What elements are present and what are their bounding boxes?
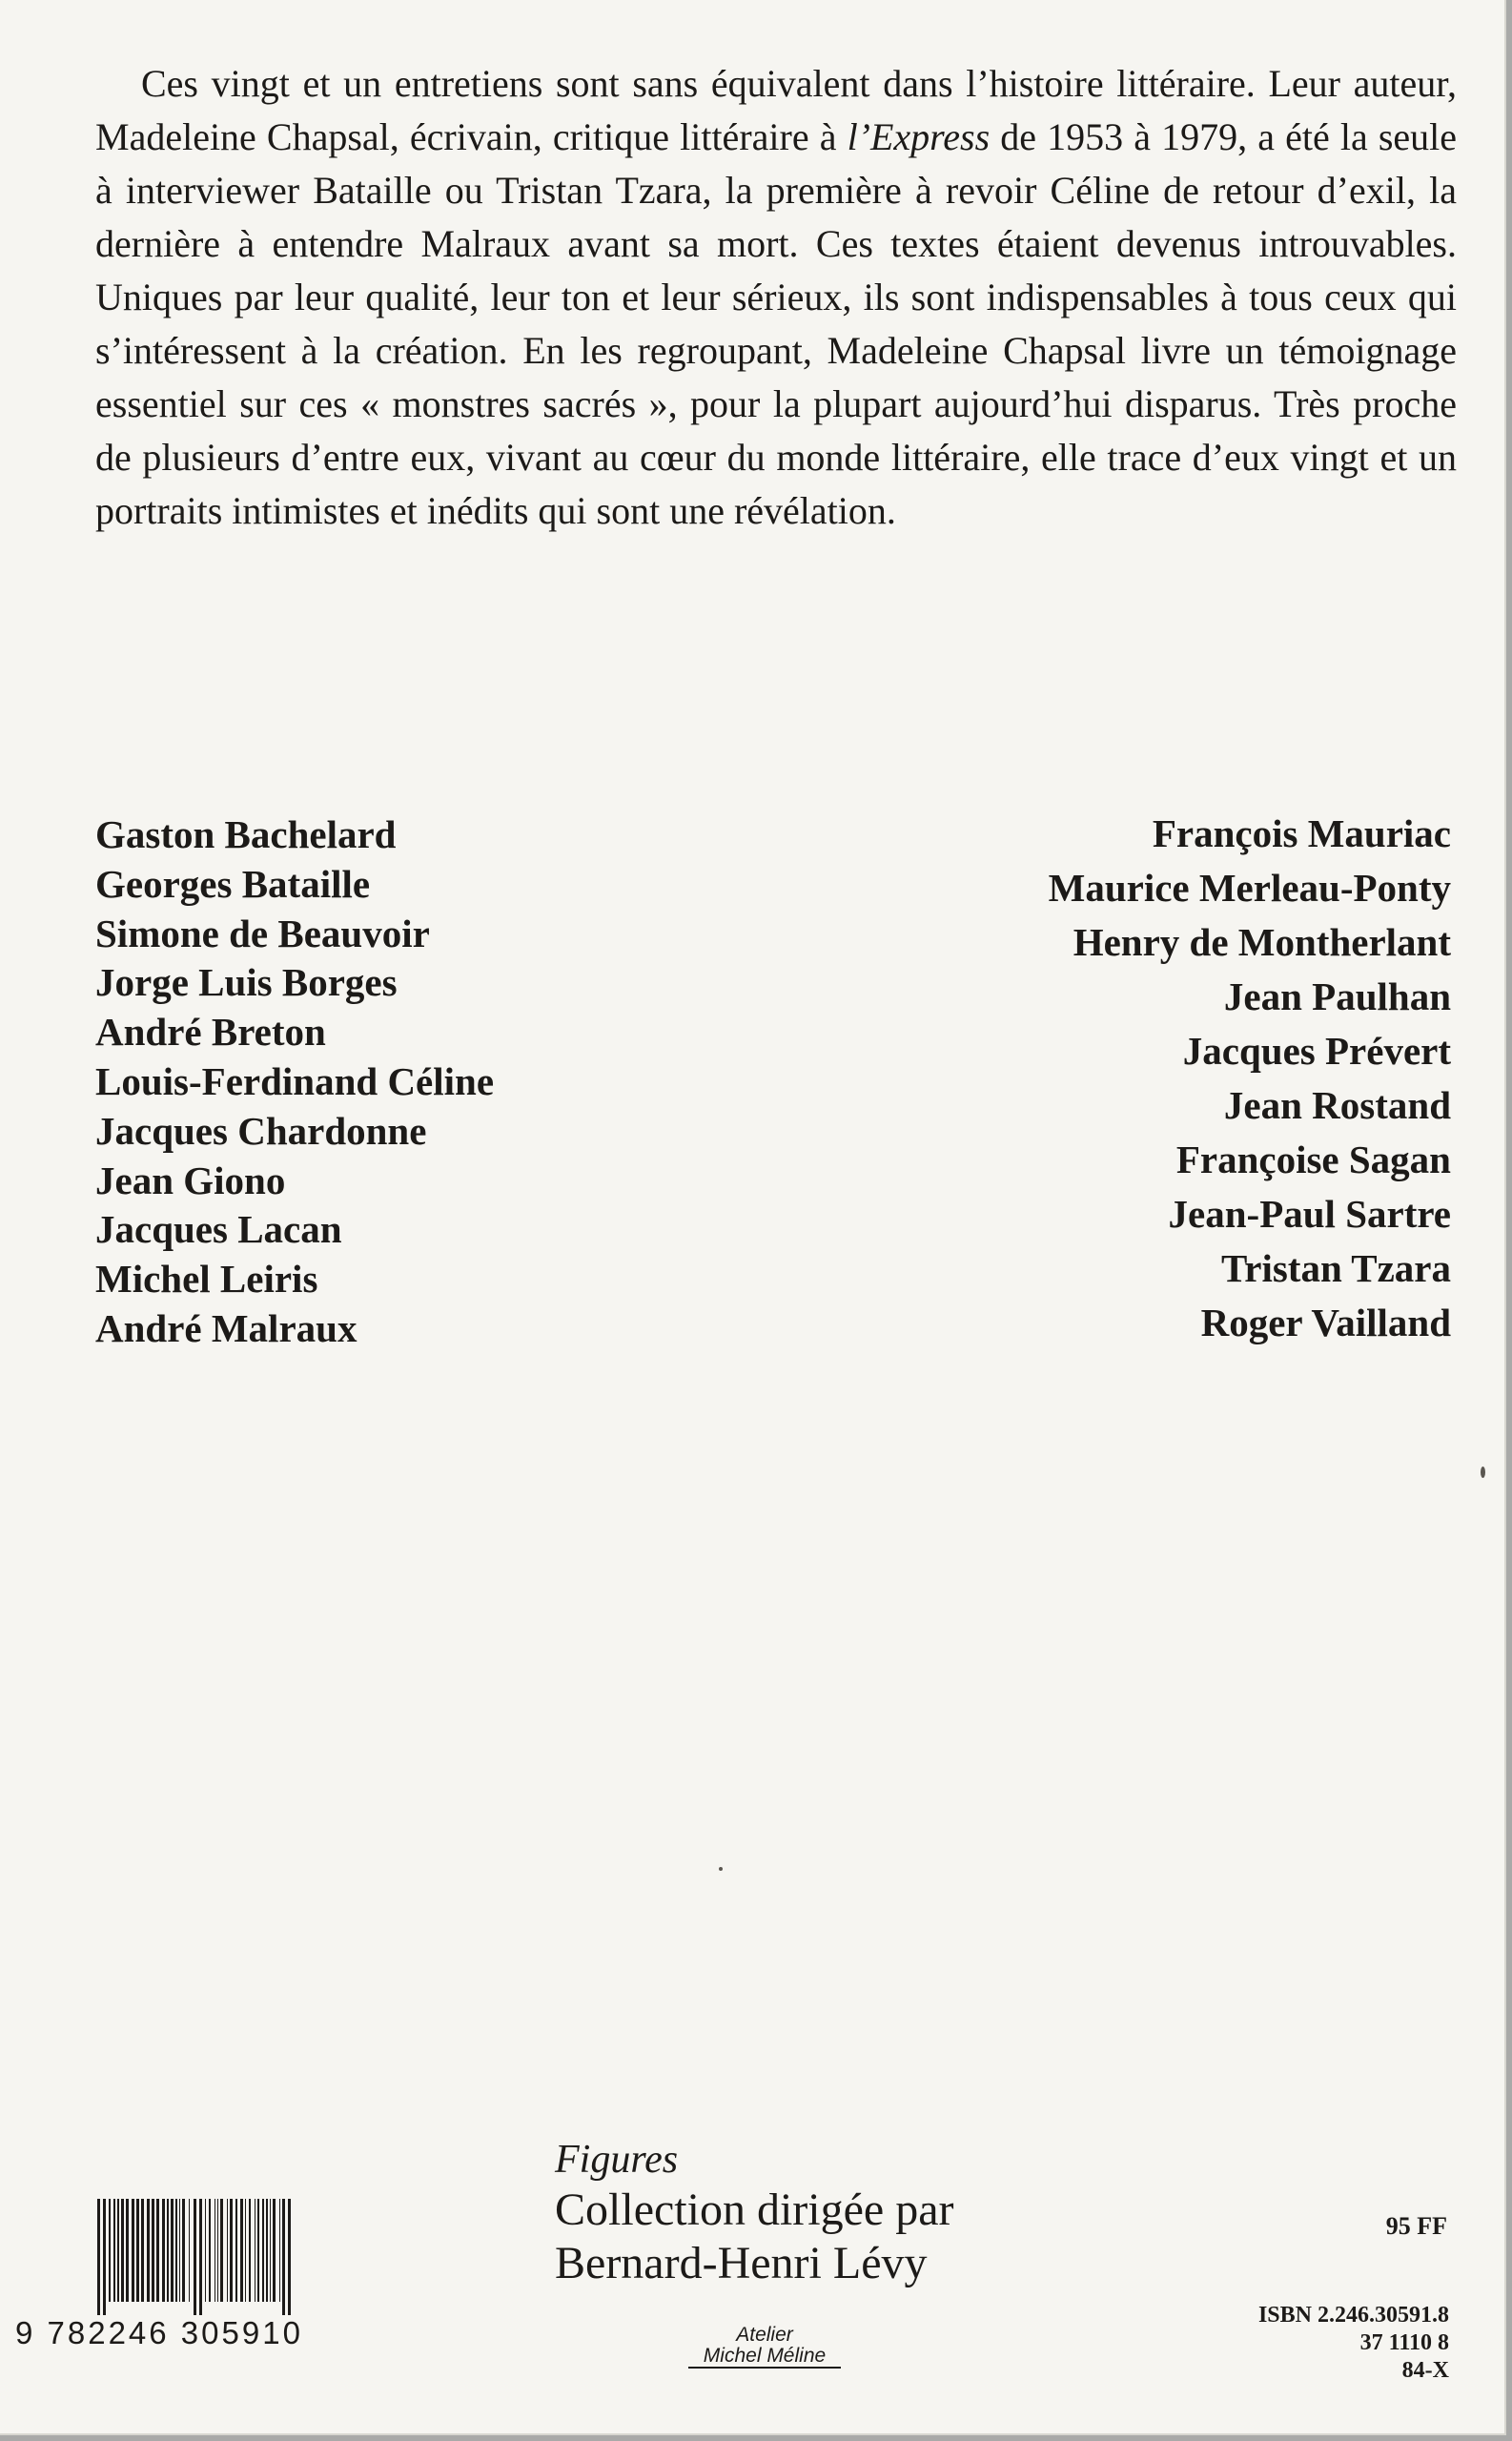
barcode-bar (97, 2199, 100, 2315)
blurb-magazine-title: l’Express (847, 115, 991, 158)
authors-list-right (1049, 807, 1451, 1350)
collection-line-1: Collection dirigée par (555, 2185, 954, 2235)
author-name: Jean Rostand (1223, 1083, 1451, 1127)
barcode-bar (109, 2199, 111, 2302)
barcode-bar (270, 2199, 271, 2302)
barcode-bar (240, 2199, 243, 2302)
barcode-bar (266, 2199, 268, 2302)
barcode-bar (179, 2199, 180, 2302)
barcode-bar (117, 2199, 119, 2302)
isbn-line-3: 84-X (1401, 2358, 1449, 2383)
author-name: Maurice Merleau-Ponty (1048, 866, 1451, 910)
author-name: André Breton (95, 1010, 326, 1055)
barcode-bar (121, 2199, 124, 2302)
barcode-bar (288, 2199, 291, 2315)
barcode-bar (262, 2199, 264, 2302)
authors-list-left (95, 810, 494, 1354)
paper-speck (1481, 1467, 1485, 1478)
author-name: Roger Vailland (1200, 1301, 1451, 1344)
barcode-bar (273, 2199, 276, 2302)
barcode-bar (152, 2199, 154, 2302)
author-name: Michel Leiris (95, 1257, 318, 1302)
barcode-bar (141, 2199, 144, 2302)
barcode-bars (15, 2199, 400, 2315)
isbn-line-2: 37 1110 8 (1359, 2330, 1449, 2355)
barcode-bar (175, 2199, 177, 2302)
author-name: André Malraux (95, 1305, 358, 1350)
barcode-bar (136, 2199, 139, 2302)
author-name: Tristan Tzara (1220, 1246, 1451, 1290)
barcode-bar (249, 2199, 251, 2302)
barcode-bar (217, 2199, 218, 2302)
barcode-bar (205, 2199, 206, 2302)
barcode-bar (235, 2199, 237, 2302)
barcode-bar (113, 2199, 115, 2302)
barcode (15, 2199, 400, 2315)
barcode-bar (245, 2199, 246, 2302)
publisher-logo (688, 2325, 841, 2367)
barcode-bar (194, 2199, 196, 2315)
publisher-logo-rule (688, 2367, 841, 2369)
barcode-bar (126, 2199, 129, 2302)
author-name: Georges Bataille (95, 861, 371, 906)
author-name: Jorge Luis Borges (95, 960, 398, 1005)
barcode-digits: 9 782246 305910 (15, 2315, 303, 2350)
paper-speck (719, 1867, 723, 1871)
collection-credit (555, 2136, 954, 2290)
barcode-bar (199, 2199, 202, 2315)
publisher-logo-line-2: Michel Méline (703, 2345, 827, 2367)
barcode-bar (132, 2199, 134, 2302)
author-name: Jacques Chardonne (95, 1108, 427, 1153)
isbn-block (1258, 2302, 1449, 2385)
barcode-bar (257, 2199, 259, 2302)
barcode-bar (147, 2199, 150, 2302)
author-name: Jean Paulhan (1223, 974, 1451, 1018)
barcode-bar (189, 2199, 190, 2302)
barcode-bar (220, 2199, 223, 2302)
blurb-text-end: de 1953 à 1979, a été la seule à interviewer Bataille ou Tristan Tzara, la première à revoir Céline de retour d’exil, la dernière à entendre Malraux avant sa mort. Ces textes étaient devenus introuvables. Uniques par leur qualité, leur ton et leur sérieux, ils sont indispensables à tous ceux qui s’intéressent à la création. En les regroupant, Madeleine Chapsal livre un témoignage essentiel sur ces « monstres sacrés », pour la plupart aujourd’hui disparus. Très proche de plusieurs d’entre eux, vivant au cœur du monde littéraire, elle trace d’eux vingt et un portraits intimistes et inédits qui sont une révélation. (95, 115, 1458, 532)
author-name: François Mauriac (1152, 811, 1451, 855)
author-name: Henry de Montherlant (1073, 920, 1451, 964)
author-name: Simone de Beauvoir (95, 911, 430, 955)
barcode-bar (182, 2199, 185, 2302)
author-name: Jacques Lacan (95, 1207, 342, 1252)
barcode-bar (156, 2199, 159, 2302)
series-title: Figures (555, 2138, 679, 2182)
barcode-bar (167, 2199, 169, 2302)
author-name: Gaston Bachelard (95, 812, 397, 856)
author-name: Jean Giono (95, 1158, 286, 1202)
author-name: Jacques Prévert (1182, 1029, 1451, 1073)
collection-line-2: Bernard-Henri Lévy (555, 2238, 928, 2288)
blurb-paragraph (95, 57, 1457, 538)
barcode-bar (230, 2199, 233, 2302)
barcode-bar (279, 2199, 280, 2302)
author-name: Françoise Sagan (1175, 1138, 1451, 1181)
barcode-bar (227, 2199, 228, 2302)
isbn-line-1: ISBN 2.246.30591.8 (1257, 2303, 1449, 2328)
price-label: 95 FF (1385, 2212, 1447, 2240)
author-name: Jean-Paul Sartre (1168, 1192, 1451, 1236)
barcode-bar (171, 2199, 174, 2302)
barcode-bar (103, 2199, 106, 2315)
blurb-text-start: Ces vingt et un entretiens sont sans équivalent dans l’histoire littéraire. Leur auteur, Madeleine Chapsal, écrivain, critique littéraire à (95, 62, 1457, 158)
barcode-bar (209, 2199, 211, 2302)
author-name: Louis-Ferdinand Céline (95, 1058, 495, 1103)
barcode-bar (282, 2199, 285, 2315)
publisher-logo-line-1: Atelier (736, 2324, 793, 2346)
barcode-bar (162, 2199, 165, 2302)
